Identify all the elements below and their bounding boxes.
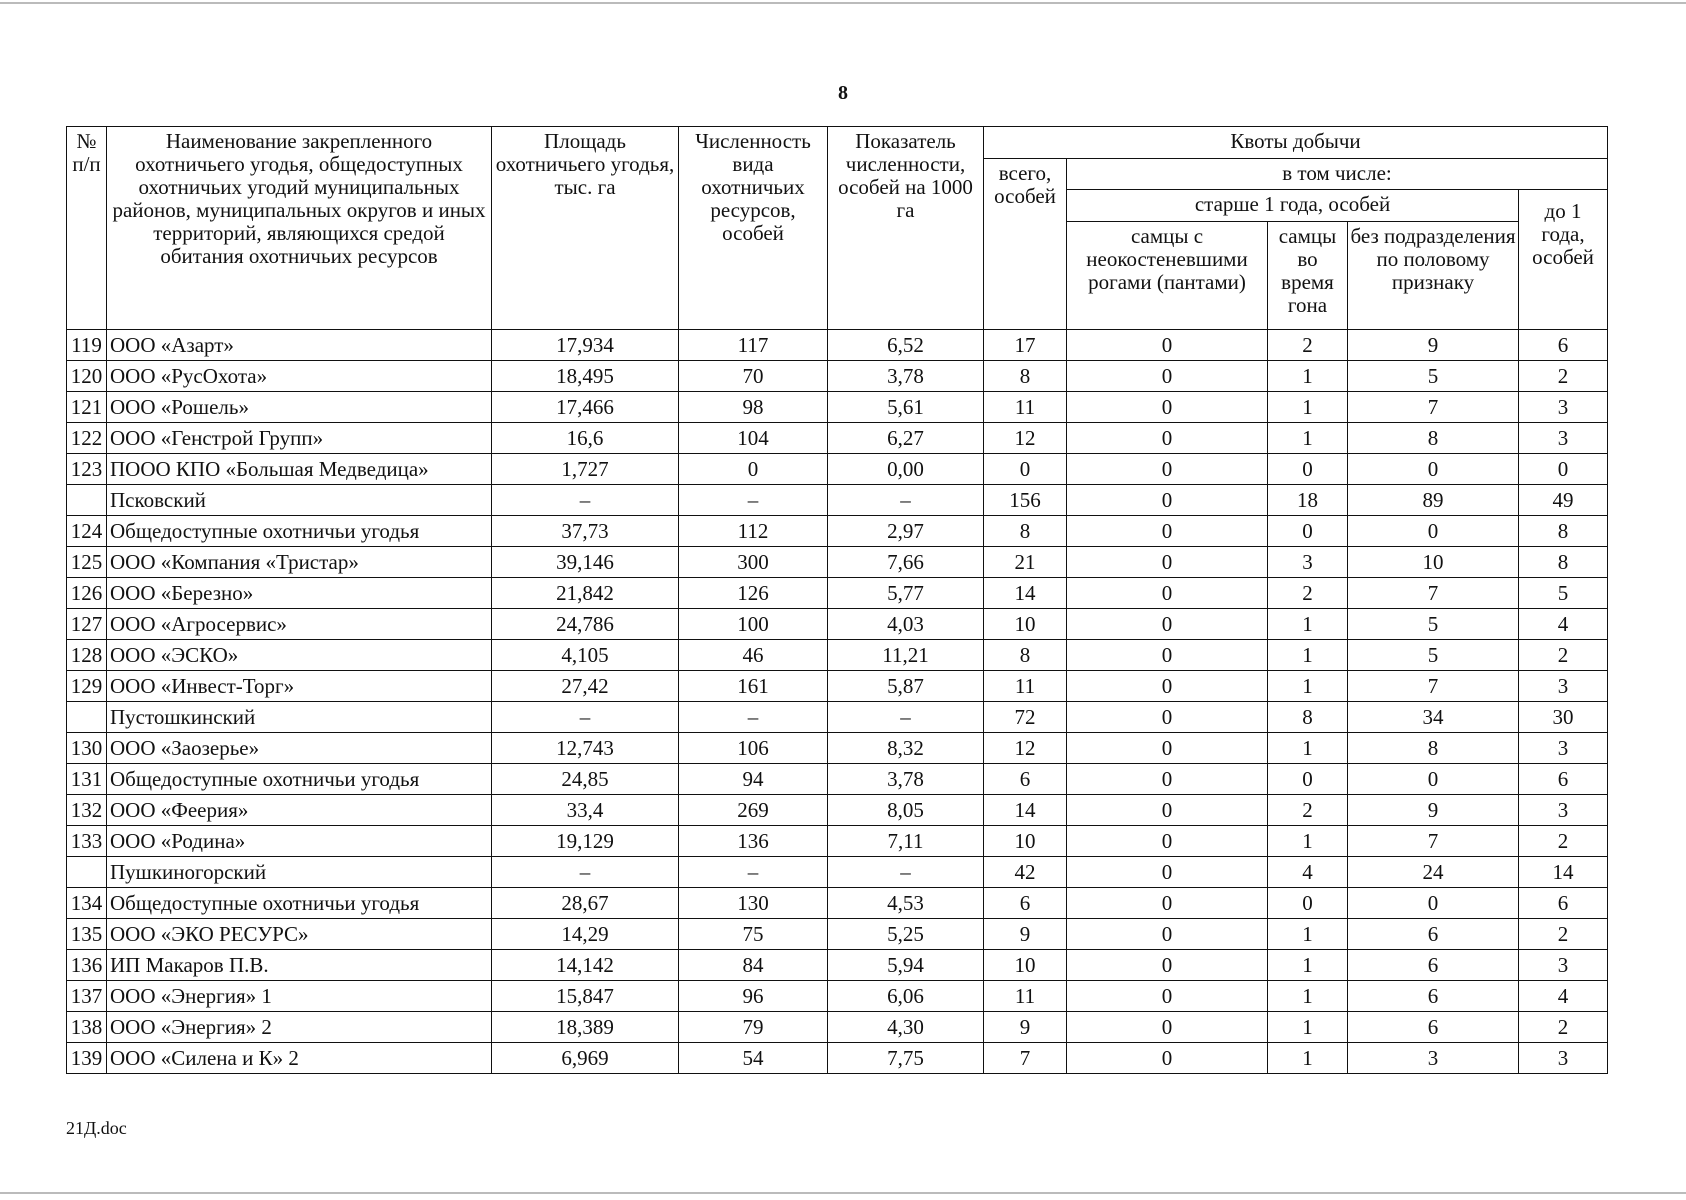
males-rut-cell: 8 [1268, 702, 1348, 733]
area-cell: 6,969 [492, 1043, 679, 1074]
area-cell: 18,495 [492, 361, 679, 392]
under-1-year-cell: 49 [1519, 485, 1608, 516]
no-sex-cell: 9 [1348, 330, 1519, 361]
no-sex-cell: 5 [1348, 609, 1519, 640]
males-antlers-cell: 0 [1067, 485, 1268, 516]
area-cell: 27,42 [492, 671, 679, 702]
row-number-cell: 126 [67, 578, 107, 609]
table-row [67, 609, 1608, 640]
area-cell: 33,4 [492, 795, 679, 826]
density-cell: 4,30 [828, 1012, 984, 1043]
males-rut-cell: 1 [1268, 919, 1348, 950]
population-cell: – [679, 857, 828, 888]
row-number-cell: 129 [67, 671, 107, 702]
organization-name-cell: Псковский [107, 485, 492, 516]
header-num: № п/п [67, 127, 107, 330]
area-cell: 28,67 [492, 888, 679, 919]
males-rut-cell: 0 [1268, 454, 1348, 485]
population-cell: 100 [679, 609, 828, 640]
header-population: Численность вида охотничьих ресурсов, особей [679, 127, 828, 330]
under-1-year-cell: 8 [1519, 516, 1608, 547]
no-sex-cell: 0 [1348, 454, 1519, 485]
males-rut-cell: 1 [1268, 640, 1348, 671]
row-number-cell: 130 [67, 733, 107, 764]
row-number-cell: 132 [67, 795, 107, 826]
row-number-cell: 134 [67, 888, 107, 919]
no-sex-cell: 8 [1348, 423, 1519, 454]
males-antlers-cell: 0 [1067, 1012, 1268, 1043]
under-1-year-cell: 2 [1519, 361, 1608, 392]
under-1-year-cell: 3 [1519, 950, 1608, 981]
quota-total-cell: 11 [984, 981, 1067, 1012]
under-1-year-cell: 3 [1519, 392, 1608, 423]
quota-total-cell: 12 [984, 733, 1067, 764]
males-antlers-cell: 0 [1067, 795, 1268, 826]
area-cell: 14,142 [492, 950, 679, 981]
header-quotas: Квоты добычи [984, 127, 1608, 159]
organization-name-cell: Общедоступные охотничьи угодья [107, 516, 492, 547]
area-cell: 24,85 [492, 764, 679, 795]
quota-total-cell: 17 [984, 330, 1067, 361]
no-sex-cell: 34 [1348, 702, 1519, 733]
density-cell: 4,03 [828, 609, 984, 640]
density-cell: 5,77 [828, 578, 984, 609]
males-rut-cell: 2 [1268, 795, 1348, 826]
table-row [67, 392, 1608, 423]
males-antlers-cell: 0 [1067, 392, 1268, 423]
under-1-year-cell: 4 [1519, 609, 1608, 640]
organization-name-cell: Общедоступные охотничьи угодья [107, 764, 492, 795]
organization-name-cell: ООО «Заозерье» [107, 733, 492, 764]
under-1-year-cell: 3 [1519, 795, 1608, 826]
quota-total-cell: 11 [984, 671, 1067, 702]
density-cell: 6,06 [828, 981, 984, 1012]
quota-total-cell: 8 [984, 640, 1067, 671]
district-subtotal-row [67, 702, 1608, 733]
males-antlers-cell: 0 [1067, 826, 1268, 857]
under-1-year-cell: 3 [1519, 1043, 1608, 1074]
area-cell: 18,389 [492, 1012, 679, 1043]
table-row [67, 795, 1608, 826]
no-sex-cell: 6 [1348, 981, 1519, 1012]
under-1-year-cell: 2 [1519, 1012, 1608, 1043]
table-row [67, 764, 1608, 795]
density-cell: – [828, 857, 984, 888]
header-including: в том числе: [1067, 159, 1608, 190]
row-number-cell: 124 [67, 516, 107, 547]
table-row [67, 981, 1608, 1012]
population-cell: – [679, 485, 828, 516]
population-cell: 75 [679, 919, 828, 950]
males-rut-cell: 2 [1268, 330, 1348, 361]
males-rut-cell: 1 [1268, 609, 1348, 640]
density-cell: 5,61 [828, 392, 984, 423]
organization-name-cell: ООО «Энергия» 1 [107, 981, 492, 1012]
row-number-cell: 121 [67, 392, 107, 423]
no-sex-cell: 8 [1348, 733, 1519, 764]
density-cell: 6,27 [828, 423, 984, 454]
under-1-year-cell: 3 [1519, 423, 1608, 454]
population-cell: 96 [679, 981, 828, 1012]
density-cell: 7,75 [828, 1043, 984, 1074]
under-1-year-cell: 2 [1519, 640, 1608, 671]
under-1-year-cell: 4 [1519, 981, 1608, 1012]
row-number-cell: 125 [67, 547, 107, 578]
organization-name-cell: ПООО КПО «Большая Медведица» [107, 454, 492, 485]
quota-total-cell: 9 [984, 919, 1067, 950]
population-cell: 70 [679, 361, 828, 392]
organization-name-cell: ИП Макаров П.В. [107, 950, 492, 981]
males-rut-cell: 0 [1268, 888, 1348, 919]
males-rut-cell: 2 [1268, 578, 1348, 609]
under-1-year-cell: 3 [1519, 733, 1608, 764]
quota-total-cell: 10 [984, 950, 1067, 981]
page-number: 8 [838, 82, 848, 104]
males-antlers-cell: 0 [1067, 423, 1268, 454]
males-antlers-cell: 0 [1067, 1043, 1268, 1074]
population-cell: 54 [679, 1043, 828, 1074]
area-cell: 4,105 [492, 640, 679, 671]
quota-total-cell: 8 [984, 361, 1067, 392]
table-row [67, 454, 1608, 485]
males-rut-cell: 3 [1268, 547, 1348, 578]
population-cell: 0 [679, 454, 828, 485]
males-antlers-cell: 0 [1067, 702, 1268, 733]
under-1-year-cell: 6 [1519, 888, 1608, 919]
no-sex-cell: 7 [1348, 671, 1519, 702]
row-number-cell: 120 [67, 361, 107, 392]
population-cell: 161 [679, 671, 828, 702]
males-antlers-cell: 0 [1067, 671, 1268, 702]
males-antlers-cell: 0 [1067, 950, 1268, 981]
population-cell: 300 [679, 547, 828, 578]
no-sex-cell: 6 [1348, 950, 1519, 981]
under-1-year-cell: 3 [1519, 671, 1608, 702]
no-sex-cell: 5 [1348, 361, 1519, 392]
header-name: Наименование закрепленного охотничьего угодья, общедоступных охотничьих угодий муниципальных районов, муниципальных округов и иных территорий, являющихся средой обитания охотничьих ресурсов [107, 127, 492, 330]
table-row [67, 578, 1608, 609]
header-under1: до 1 года, особей [1519, 190, 1608, 330]
males-rut-cell: 1 [1268, 392, 1348, 423]
area-cell: 17,934 [492, 330, 679, 361]
males-antlers-cell: 0 [1067, 764, 1268, 795]
density-cell: 8,05 [828, 795, 984, 826]
area-cell: 1,727 [492, 454, 679, 485]
males-antlers-cell: 0 [1067, 330, 1268, 361]
district-subtotal-row [67, 485, 1608, 516]
no-sex-cell: 24 [1348, 857, 1519, 888]
population-cell: 98 [679, 392, 828, 423]
males-rut-cell: 1 [1268, 423, 1348, 454]
quota-total-cell: 42 [984, 857, 1067, 888]
quota-total-cell: 14 [984, 795, 1067, 826]
density-cell: 0,00 [828, 454, 984, 485]
quota-total-cell: 10 [984, 826, 1067, 857]
organization-name-cell: ООО «ЭКО РЕСУРС» [107, 919, 492, 950]
hunting-quota-table [66, 126, 1608, 1074]
header-males-antlers: самцы с неокостеневшими рогами (пантами) [1067, 222, 1268, 330]
density-cell: 5,94 [828, 950, 984, 981]
row-number-cell: 136 [67, 950, 107, 981]
population-cell: 94 [679, 764, 828, 795]
under-1-year-cell: 5 [1519, 578, 1608, 609]
table-row [67, 826, 1608, 857]
density-cell: 6,52 [828, 330, 984, 361]
males-rut-cell: 18 [1268, 485, 1348, 516]
no-sex-cell: 7 [1348, 826, 1519, 857]
males-rut-cell: 0 [1268, 516, 1348, 547]
organization-name-cell: ООО «Рошель» [107, 392, 492, 423]
row-number-cell: 138 [67, 1012, 107, 1043]
row-number-cell [67, 702, 107, 733]
males-rut-cell: 0 [1268, 764, 1348, 795]
density-cell: 5,25 [828, 919, 984, 950]
density-cell: 5,87 [828, 671, 984, 702]
males-rut-cell: 1 [1268, 733, 1348, 764]
quota-total-cell: 11 [984, 392, 1067, 423]
organization-name-cell: ООО «Компания «Тристар» [107, 547, 492, 578]
males-rut-cell: 1 [1268, 950, 1348, 981]
scan-edge-top [0, 2, 1686, 4]
area-cell: 39,146 [492, 547, 679, 578]
table-row [67, 950, 1608, 981]
district-subtotal-row [67, 857, 1608, 888]
population-cell: 46 [679, 640, 828, 671]
header-no-sex: без подразделения по половому признаку [1348, 222, 1519, 330]
no-sex-cell: 0 [1348, 888, 1519, 919]
density-cell: – [828, 702, 984, 733]
under-1-year-cell: 2 [1519, 919, 1608, 950]
scan-edge-bottom [0, 1192, 1686, 1194]
under-1-year-cell: 30 [1519, 702, 1608, 733]
row-number-cell: 131 [67, 764, 107, 795]
quota-total-cell: 7 [984, 1043, 1067, 1074]
no-sex-cell: 0 [1348, 764, 1519, 795]
density-cell: 7,11 [828, 826, 984, 857]
males-antlers-cell: 0 [1067, 516, 1268, 547]
organization-name-cell: ООО «РусОхота» [107, 361, 492, 392]
organization-name-cell: ООО «Феерия» [107, 795, 492, 826]
males-antlers-cell: 0 [1067, 578, 1268, 609]
males-antlers-cell: 0 [1067, 361, 1268, 392]
organization-name-cell: ООО «ЭСКО» [107, 640, 492, 671]
area-cell: 15,847 [492, 981, 679, 1012]
header-older: старше 1 года, особей [1067, 190, 1519, 222]
population-cell: 117 [679, 330, 828, 361]
density-cell: 7,66 [828, 547, 984, 578]
under-1-year-cell: 6 [1519, 764, 1608, 795]
organization-name-cell: ООО «Азарт» [107, 330, 492, 361]
males-antlers-cell: 0 [1067, 888, 1268, 919]
quota-total-cell: 12 [984, 423, 1067, 454]
density-cell: – [828, 485, 984, 516]
header-total: всего, особей [984, 159, 1067, 330]
no-sex-cell: 7 [1348, 578, 1519, 609]
area-cell: 37,73 [492, 516, 679, 547]
organization-name-cell: ООО «Инвест-Торг» [107, 671, 492, 702]
males-antlers-cell: 0 [1067, 919, 1268, 950]
population-cell: 106 [679, 733, 828, 764]
row-number-cell: 122 [67, 423, 107, 454]
table-row [67, 516, 1608, 547]
area-cell: 24,786 [492, 609, 679, 640]
table-row [67, 423, 1608, 454]
area-cell: – [492, 857, 679, 888]
under-1-year-cell: 6 [1519, 330, 1608, 361]
quota-total-cell: 21 [984, 547, 1067, 578]
no-sex-cell: 6 [1348, 919, 1519, 950]
header-density: Показатель численности, особей на 1000 га [828, 127, 984, 330]
row-number-cell [67, 857, 107, 888]
males-rut-cell: 1 [1268, 1012, 1348, 1043]
area-cell: 19,129 [492, 826, 679, 857]
males-rut-cell: 1 [1268, 981, 1348, 1012]
no-sex-cell: 5 [1348, 640, 1519, 671]
quota-total-cell: 9 [984, 1012, 1067, 1043]
no-sex-cell: 89 [1348, 485, 1519, 516]
quota-total-cell: 6 [984, 764, 1067, 795]
organization-name-cell: ООО «Энергия» 2 [107, 1012, 492, 1043]
table-row [67, 1012, 1608, 1043]
no-sex-cell: 10 [1348, 547, 1519, 578]
organization-name-cell: Пустошкинский [107, 702, 492, 733]
males-rut-cell: 1 [1268, 1043, 1348, 1074]
area-cell: 14,29 [492, 919, 679, 950]
density-cell: 11,21 [828, 640, 984, 671]
area-cell: 21,842 [492, 578, 679, 609]
quota-total-cell: 8 [984, 516, 1067, 547]
organization-name-cell: ООО «Генстрой Групп» [107, 423, 492, 454]
population-cell: 79 [679, 1012, 828, 1043]
area-cell: 16,6 [492, 423, 679, 454]
table-row [67, 733, 1608, 764]
males-antlers-cell: 0 [1067, 981, 1268, 1012]
area-cell: – [492, 702, 679, 733]
population-cell: 130 [679, 888, 828, 919]
row-number-cell: 127 [67, 609, 107, 640]
population-cell: – [679, 702, 828, 733]
table-row [67, 888, 1608, 919]
density-cell: 4,53 [828, 888, 984, 919]
area-cell: 12,743 [492, 733, 679, 764]
population-cell: 126 [679, 578, 828, 609]
quota-total-cell: 0 [984, 454, 1067, 485]
organization-name-cell: ООО «Березно» [107, 578, 492, 609]
no-sex-cell: 0 [1348, 516, 1519, 547]
row-number-cell: 119 [67, 330, 107, 361]
under-1-year-cell: 0 [1519, 454, 1608, 485]
males-antlers-cell: 0 [1067, 733, 1268, 764]
table-row [67, 547, 1608, 578]
organization-name-cell: ООО «Агросервис» [107, 609, 492, 640]
males-rut-cell: 1 [1268, 671, 1348, 702]
table-row [67, 919, 1608, 950]
males-rut-cell: 4 [1268, 857, 1348, 888]
density-cell: 3,78 [828, 361, 984, 392]
density-cell: 8,32 [828, 733, 984, 764]
area-cell: 17,466 [492, 392, 679, 423]
header-area: Площадь охотничьего угодья, тыс. га [492, 127, 679, 330]
males-antlers-cell: 0 [1067, 454, 1268, 485]
no-sex-cell: 9 [1348, 795, 1519, 826]
population-cell: 269 [679, 795, 828, 826]
no-sex-cell: 3 [1348, 1043, 1519, 1074]
quota-total-cell: 156 [984, 485, 1067, 516]
males-rut-cell: 1 [1268, 826, 1348, 857]
males-antlers-cell: 0 [1067, 609, 1268, 640]
quota-total-cell: 14 [984, 578, 1067, 609]
males-rut-cell: 1 [1268, 361, 1348, 392]
table-row [67, 1043, 1608, 1074]
row-number-cell [67, 485, 107, 516]
density-cell: 2,97 [828, 516, 984, 547]
table-row [67, 330, 1608, 361]
organization-name-cell: ООО «Родина» [107, 826, 492, 857]
under-1-year-cell: 2 [1519, 826, 1608, 857]
density-cell: 3,78 [828, 764, 984, 795]
row-number-cell: 137 [67, 981, 107, 1012]
file-name-footer: 21Д.doc [66, 1118, 127, 1138]
no-sex-cell: 7 [1348, 392, 1519, 423]
males-antlers-cell: 0 [1067, 640, 1268, 671]
organization-name-cell: Общедоступные охотничьи угодья [107, 888, 492, 919]
quota-total-cell: 72 [984, 702, 1067, 733]
table-row [67, 640, 1608, 671]
population-cell: 112 [679, 516, 828, 547]
row-number-cell: 139 [67, 1043, 107, 1074]
row-number-cell: 128 [67, 640, 107, 671]
organization-name-cell: Пушкиногорский [107, 857, 492, 888]
row-number-cell: 123 [67, 454, 107, 485]
under-1-year-cell: 8 [1519, 547, 1608, 578]
row-number-cell: 135 [67, 919, 107, 950]
row-number-cell: 133 [67, 826, 107, 857]
males-antlers-cell: 0 [1067, 857, 1268, 888]
quota-total-cell: 6 [984, 888, 1067, 919]
population-cell: 84 [679, 950, 828, 981]
population-cell: 104 [679, 423, 828, 454]
organization-name-cell: ООО «Силена и К» 2 [107, 1043, 492, 1074]
population-cell: 136 [679, 826, 828, 857]
no-sex-cell: 6 [1348, 1012, 1519, 1043]
table-row [67, 361, 1608, 392]
area-cell: – [492, 485, 679, 516]
quota-total-cell: 10 [984, 609, 1067, 640]
table-row [67, 671, 1608, 702]
males-antlers-cell: 0 [1067, 547, 1268, 578]
under-1-year-cell: 14 [1519, 857, 1608, 888]
header-males-rut: самцы во время гона [1268, 222, 1348, 330]
